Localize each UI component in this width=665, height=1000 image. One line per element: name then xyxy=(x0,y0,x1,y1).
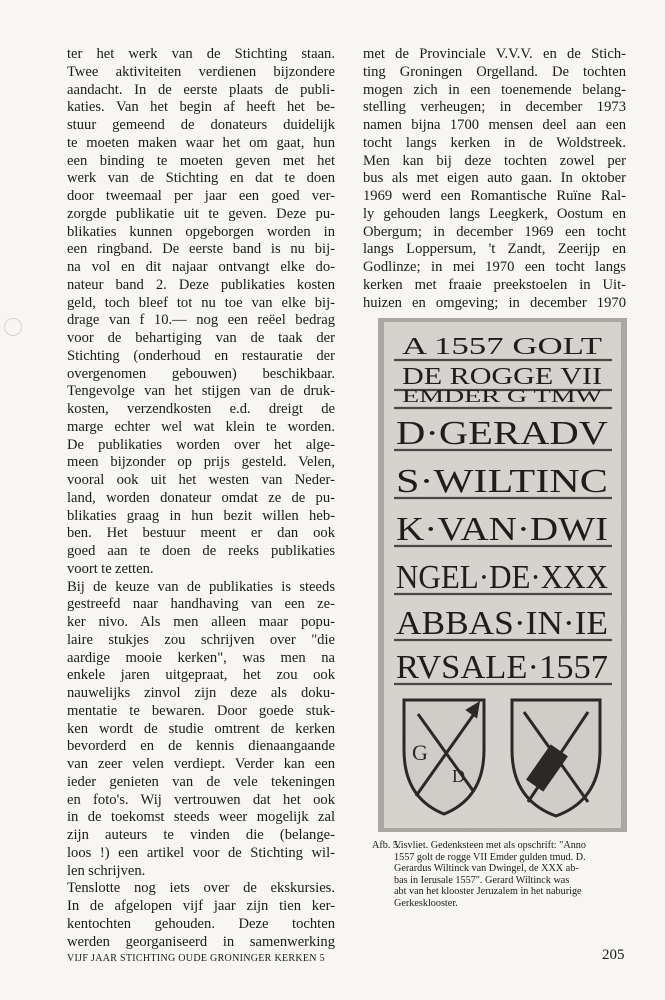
text-line: ben. Het bestuur meent er dan ook xyxy=(67,525,335,542)
text-line: Twee aktiviteiten verdienen bijzondere xyxy=(67,63,335,80)
text-line: werk van de Stichting en dat te doen xyxy=(67,170,335,187)
text-line: ieder genieten van de vele tekeningen xyxy=(67,773,335,790)
text-line: Men kan bij deze tochten zowel per xyxy=(363,152,626,169)
text-line: laire stukjes zou schrijven over "die xyxy=(67,631,335,648)
text-line: 1969 werd een Romantische Ruïne Ral- xyxy=(363,188,626,204)
caption-line: Gerardus Wiltinck van Dwingel, de XXX ab- xyxy=(394,863,579,875)
text-line: Bij de keuze van de publikaties is steeds xyxy=(67,578,335,595)
text-line: ken wordt de studie omtrent de kerken xyxy=(67,720,335,737)
text-line: loos !) een artikel voor de Stichting wil- xyxy=(67,844,335,861)
figure-label: Afb. 5. xyxy=(372,840,401,851)
text-line: In de afgelopen vijf jaar zijn tien ker- xyxy=(67,898,335,914)
text-line: bevorderd en de kennis dienaangaande xyxy=(67,738,335,755)
text-line: vooral ook uit het westen van Neder- xyxy=(67,472,335,488)
inscription-line: K·VAN·DWI xyxy=(396,511,608,548)
text-line: voort te zetten. xyxy=(67,560,154,577)
inscription-line: DE ROGGE VII xyxy=(402,364,602,390)
text-line: overgenomen gebouwen) beschikbaar. xyxy=(67,365,335,382)
text-line: ker nivo. Als men alleen maar popu- xyxy=(67,614,335,630)
text-line: gestreefd naar handhaving van een ze- xyxy=(67,596,335,613)
inscription-line: NGEL·DE·XXX xyxy=(396,559,608,596)
text-line: van zeer velen verdiept. Verder kan een xyxy=(67,756,335,772)
text-line: Godlinze; in mei 1970 een tocht langs xyxy=(363,259,626,275)
text-line: ter het werk van de Stichting staan. xyxy=(67,46,335,62)
inscription-line: ABBAS·IN·IE xyxy=(396,605,608,642)
text-line: aardige mooie kerken", was men na xyxy=(67,649,335,666)
inscription-line: A 1557 GOLT xyxy=(402,334,603,360)
memorial-stone-photo xyxy=(378,318,627,832)
text-line: tocht langs kerken in de Woldstreek. xyxy=(363,134,626,151)
text-line: geld, toch bleef tot nu toe van elke bij- xyxy=(67,294,335,311)
text-line: Tenslotte nog iets over de ekskursies. xyxy=(67,880,335,897)
text-line: Stichting (onderhoud en restauratie der xyxy=(67,347,335,364)
caption-line: 1557 golt de rogge VII Emder gulden tmud. D. xyxy=(394,851,586,863)
text-line: marge echter wel wat klein te worden. xyxy=(67,418,335,435)
text-line: werden georganiseerd in samenwerking xyxy=(67,933,335,950)
text-line: en foto's. Wij vertrouwen dat het ook xyxy=(67,791,335,808)
text-line: bus als met eigen auto gaan. In oktober xyxy=(363,170,626,187)
text-line: land, worden donateur omdat ze de pu- xyxy=(67,489,335,506)
caption-line: Gerkesklooster. xyxy=(394,897,458,909)
text-line: zorgde publikatie uit te geven. Deze pu- xyxy=(67,205,335,222)
punch-hole-mark xyxy=(4,318,22,336)
left-text-column xyxy=(67,46,335,951)
running-footer: VIJF JAAR STICHTING OUDE GRONINGER KERKEN 5 xyxy=(67,953,325,964)
text-line: namen bijna 1700 mensen deel aan een xyxy=(363,117,626,133)
inscription-line: RVSALE·1557 xyxy=(396,649,608,686)
text-line: stuur gemeend de donateurs duidelijk xyxy=(67,117,335,133)
text-line: De publikaties worden over het alge- xyxy=(67,436,335,453)
inscription-line: S·WILTINC xyxy=(396,463,608,500)
text-line: mentatie te bewaren. Door goede stuk- xyxy=(67,702,335,719)
text-line: kosten, verzendkosten e.d. dreigt de xyxy=(67,401,335,417)
text-line: een binding te moeten geven met het xyxy=(67,152,335,169)
text-line: kerken met fraaie preekstoelen in Uit- xyxy=(363,276,626,293)
text-line: blikaties graag in hun bezit willen heb- xyxy=(67,507,335,524)
text-line: voor de behartiging van de taak der xyxy=(67,330,335,346)
text-line: stelling verheugen; in december 1973 xyxy=(363,99,626,116)
caption-line: bas in Ierusale 1557". Gerard Wiltinck was xyxy=(394,874,570,886)
caption-text xyxy=(394,840,628,910)
right-text-column xyxy=(363,46,626,312)
svg-text:G: G xyxy=(412,740,428,765)
text-line: langs Loppersum, 't Zandt, Zeerijp en xyxy=(363,241,626,258)
text-line: nateur band 2. Deze publikaties kosten xyxy=(67,276,335,293)
svg-text:D: D xyxy=(452,766,465,786)
text-line: ting Groningen Orgelland. De tochten xyxy=(363,63,626,80)
text-line: Obergum; in december 1969 een tocht xyxy=(363,223,626,240)
text-line: nauwelijks zinvol zijn deze als doku- xyxy=(67,685,335,701)
text-line: drage van f 10.— nog een reëel bedrag xyxy=(67,312,335,329)
text-line: zijn auteurs te vinden die (belange- xyxy=(67,827,335,843)
text-line: katies. Van het begin af heeft het be- xyxy=(67,99,335,116)
inscription-line: EMDER G TMW xyxy=(402,386,603,406)
text-line: Tengevolge van het stijgen van de druk- xyxy=(67,383,335,400)
text-line: ly gehouden langs Leegkerk, Oostum en xyxy=(363,205,626,222)
text-line: met de Provinciale V.V.V. en de Stich- xyxy=(363,46,626,62)
text-line: een ringband. De eerste band is nu bij- xyxy=(67,241,335,258)
text-line: mogen zich in een toenemende belang- xyxy=(363,81,626,98)
text-line: in de toekomst steeds weer mogelijk zal xyxy=(67,809,335,826)
text-line: te moeten maken waar het om gaat, hun xyxy=(67,134,335,151)
caption-line: Visvliet. Gedenksteen met als opschrift: "Anno xyxy=(394,840,586,851)
memorial-stone-image xyxy=(378,318,627,832)
text-line: huizen en omgeving; in december 1970 xyxy=(363,294,626,311)
caption-line: abt van het klooster Jeruzalem in het naburige xyxy=(394,886,582,898)
inscription-line: D·GERADV xyxy=(396,415,609,452)
page-number: 205 xyxy=(602,947,625,963)
text-line: meen bijzonder op prijs gesteld. Velen, xyxy=(67,454,335,471)
text-line: blikaties kunnen opgeborgen worden in xyxy=(67,223,335,240)
text-line: len schrijven. xyxy=(67,862,146,879)
text-line: aandacht. In de eerste plaats de publi- xyxy=(67,81,335,98)
text-line: kentochten gehouden. Deze tochten xyxy=(67,915,335,932)
text-line: enkele jaren uitgepraat, het zou ook xyxy=(67,667,335,684)
text-line: door tweemaal per jaar een goed ver- xyxy=(67,188,335,204)
text-line: na vol en dit najaar ontvangt elke do- xyxy=(67,259,335,275)
text-line: goed aan te doen de reeks publikaties xyxy=(67,543,335,559)
